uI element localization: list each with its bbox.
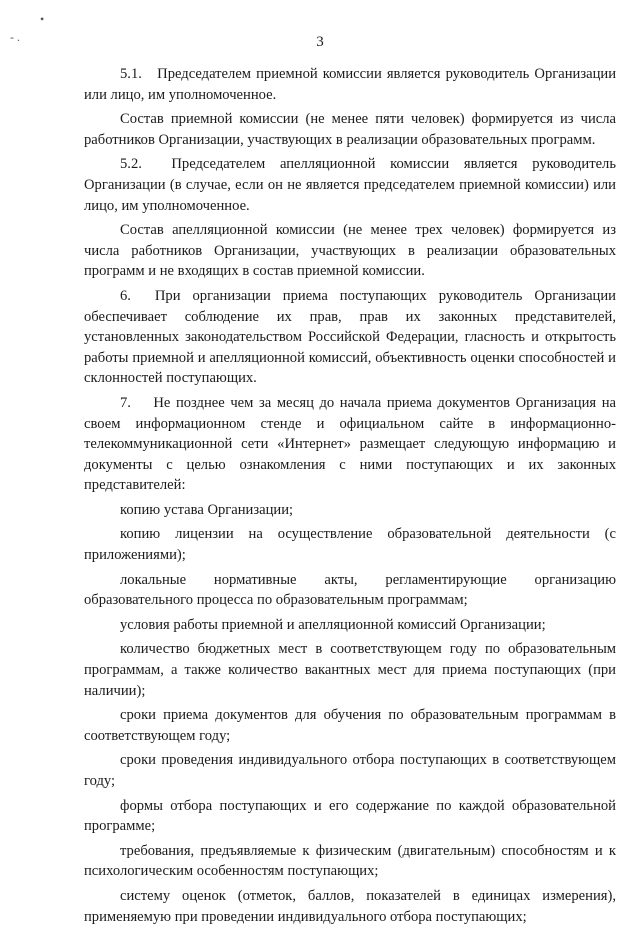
- page-number: 3: [316, 34, 324, 50]
- list-item: количество бюджетных мест в соответствующем году по образовательным программам, а также количество вакантных мест для приема поступающих (при наличии);: [84, 641, 616, 699]
- list-item: формы отбора поступающих и его содержание по каждой образовательной программе;: [84, 797, 616, 835]
- list-item: систему оценок (отметок, баллов, показателей в единицах измерения), применяемую при проведении индивидуального отбора поступающих;: [84, 887, 616, 925]
- paragraph-5-1: 5.1. Председателем приемной комиссии является руководитель Организации или лицо, им уполномоченное.: [84, 66, 616, 103]
- scan-dot: •: [40, 12, 45, 26]
- paragraph-appeal-composition: Состав апелляционной комиссии (не менее трех человек) формируется из числа работников Организации, участвующих в реализации образовательных программ и не входящих в состав приемной комиссии.: [84, 222, 616, 280]
- paragraph-admission-composition: Состав приемной комиссии (не менее пяти человек) формируется из числа работников Организации, участвующих в реализации образовательных программ.: [84, 111, 616, 148]
- paragraph-7: 7. Не позднее чем за месяц до начала приема документов Организация на своем информационном стенде и официальном сайте в информационно-телекоммуникационной сети «Интернет» размещает следующую информацию и документы с целью ознакомления с ними поступающих и их законных представителей:: [84, 394, 616, 494]
- list-item: требования, предъявляемые к физическим (двигательным) способностям и к психологическим особенностям поступающих;: [84, 842, 616, 880]
- list-item: копию лицензии на осуществление образовательной деятельности (с приложениями);: [84, 526, 616, 564]
- paragraph-6: 6. При организации приема поступающих руководитель Организации обеспечивает соблюдение их прав, прав их законных представителей, установленных законодательством Российской Федерации, гласность и открытость работы приемной и апелляционной комиссий, объективность оценки способностей и склонностей поступающих.: [84, 287, 616, 387]
- document-body: [84, 64, 616, 931]
- list-item: локальные нормативные акты, регламентирующие организацию образовательного процесса по образовательным программам;: [84, 571, 616, 609]
- list-item: условия работы приемной и апелляционной комиссий Организации;: [120, 616, 546, 633]
- list-item: сроки приема документов для обучения по образовательным программам в соответствующем году;: [84, 707, 616, 744]
- scan-dash: - .: [10, 30, 20, 44]
- list-item: сроки проведения индивидуального отбора поступающих в соответствующем году;: [84, 752, 616, 789]
- paragraph-5-2: 5.2. Председателем апелляционной комиссии является руководитель Организации (в случае, если он не является председателем приемной комиссии) или лицо, им уполномоченное.: [84, 156, 616, 214]
- list-item: копию устава Организации;: [120, 501, 294, 518]
